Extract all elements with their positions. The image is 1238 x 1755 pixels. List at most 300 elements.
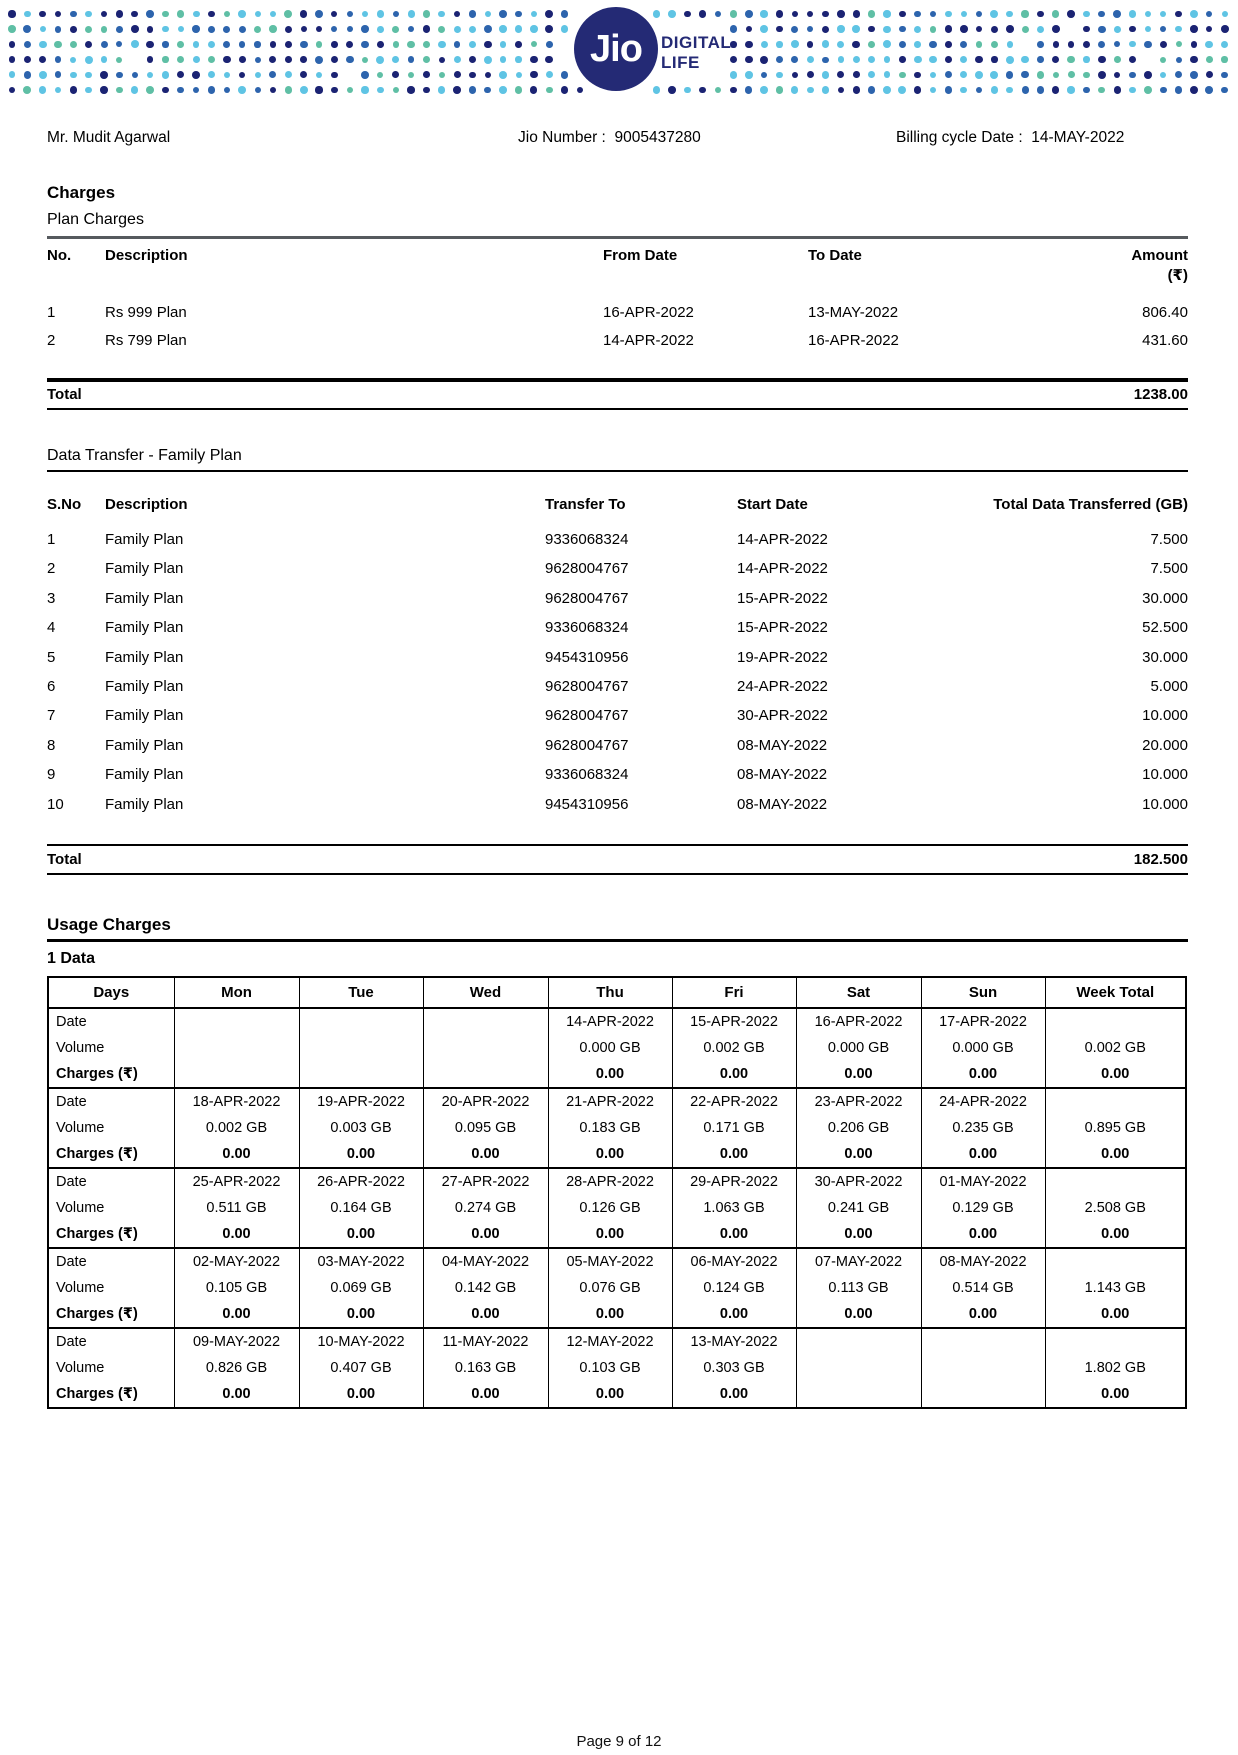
decorative-dot — [131, 25, 139, 33]
decorative-dot — [990, 10, 998, 18]
decorative-dot — [577, 87, 583, 93]
usage-week1-charges-row — [48, 1061, 1186, 1088]
usage-cell — [299, 1008, 423, 1035]
usage-cell — [796, 1381, 921, 1408]
decorative-dot — [454, 56, 461, 63]
usage-cell: 0.00 — [548, 1221, 672, 1248]
usage-cell: 0.002 GB — [174, 1115, 299, 1141]
decorative-dot — [760, 56, 768, 64]
decorative-dot — [193, 41, 199, 47]
usage-subtitle: 1 Data — [47, 950, 96, 967]
usage-header-row — [48, 977, 1186, 1008]
row-description: Family Plan — [105, 560, 184, 578]
col-amount: Amount — [1131, 247, 1188, 264]
decorative-dot — [1022, 86, 1029, 93]
decorative-dot — [331, 26, 337, 32]
decorative-dot — [1222, 11, 1228, 17]
usage-week2-charges-row — [48, 1141, 1186, 1168]
decorative-dot — [1191, 41, 1198, 48]
decorative-dot — [239, 26, 246, 33]
usage-cell: 0.000 GB — [921, 1035, 1045, 1061]
decorative-dot — [255, 72, 261, 78]
row-description: Family Plan — [105, 619, 184, 637]
decorative-dot — [469, 10, 476, 17]
col-to-date: To Date — [808, 247, 862, 264]
tagline-line2: LIFE — [661, 53, 700, 72]
decorative-dot — [1021, 10, 1028, 17]
decorative-dot — [192, 25, 199, 32]
usage-cell: 0.00 — [423, 1221, 548, 1248]
plan-total-value: 1238.00 — [1133, 386, 1188, 403]
decorative-dot — [147, 72, 153, 78]
col-description: Description — [105, 496, 188, 513]
row-start-date: 08-MAY-2022 — [737, 766, 828, 784]
decorative-dot — [485, 11, 491, 17]
decorative-dot — [1053, 41, 1059, 47]
decorative-dot — [9, 87, 16, 94]
usage-row-label: Volume — [48, 1115, 174, 1141]
decorative-dot — [285, 56, 292, 63]
decorative-dot — [807, 56, 814, 63]
decorative-dot — [1037, 71, 1045, 79]
usage-week-total-volume: 1.802 GB — [1045, 1355, 1186, 1381]
decorative-dot — [9, 41, 15, 47]
usage-cell: 0.00 — [423, 1381, 548, 1408]
decorative-dot — [668, 10, 676, 18]
decorative-dot — [85, 11, 92, 18]
usage-cell: 0.00 — [672, 1301, 796, 1328]
usage-cell: 26-APR-2022 — [299, 1168, 423, 1195]
decorative-dot — [500, 56, 506, 62]
usage-cell — [174, 1008, 299, 1035]
jio-number-label: Jio Number : — [518, 129, 606, 146]
decorative-dot — [438, 11, 445, 18]
col-transfer-to: Transfer To — [545, 496, 626, 513]
decorative-dot — [822, 57, 828, 63]
row-start-date: 30-APR-2022 — [737, 707, 828, 725]
decorative-dot — [423, 25, 431, 33]
decorative-dot — [1007, 41, 1013, 47]
decorative-dot — [454, 41, 460, 47]
usage-cell: 05-MAY-2022 — [548, 1248, 672, 1275]
decorative-dot — [1006, 87, 1013, 94]
decorative-dot — [101, 41, 108, 48]
decorative-dot — [561, 10, 568, 17]
decorative-dot — [1175, 11, 1181, 17]
decorative-dot — [991, 56, 997, 62]
decorative-dot — [545, 25, 553, 33]
decorative-dot — [1160, 11, 1166, 17]
decorative-dot — [300, 10, 308, 18]
decorative-dot — [331, 56, 338, 63]
usage-cell: 12-MAY-2022 — [548, 1328, 672, 1355]
decorative-dot — [1205, 41, 1213, 49]
row-transfer-to: 9336068324 — [545, 766, 629, 784]
decorative-dot — [1145, 26, 1151, 32]
usage-cell: 11-MAY-2022 — [423, 1328, 548, 1355]
usage-col-week-total: Week Total — [1045, 977, 1186, 1008]
usage-cell — [921, 1381, 1045, 1408]
usage-cell: 02-MAY-2022 — [174, 1248, 299, 1275]
decorative-dot — [914, 41, 920, 47]
decorative-dot — [1160, 41, 1167, 48]
decorative-dot — [85, 87, 92, 94]
row-description: Rs 999 Plan — [105, 304, 187, 321]
decorative-dot — [791, 56, 798, 63]
usage-cell: 0.00 — [174, 1381, 299, 1408]
decorative-dot — [545, 56, 553, 64]
decorative-dot — [300, 86, 308, 94]
decorative-dot — [515, 11, 522, 18]
decorative-dot — [945, 11, 951, 17]
decorative-dot — [39, 86, 47, 94]
decorative-dot — [822, 11, 828, 17]
decorative-dot — [883, 86, 891, 94]
usage-cell: 0.103 GB — [548, 1355, 672, 1381]
usage-row-label: Charges (₹) — [48, 1221, 174, 1248]
tagline-line1: DIGITAL — [661, 33, 732, 52]
usage-cell: 0.00 — [299, 1381, 423, 1408]
decorative-dot — [285, 71, 292, 78]
decorative-dot — [530, 86, 537, 93]
usage-week-total-charges: 0.00 — [1045, 1061, 1186, 1088]
decorative-dot — [852, 25, 860, 33]
decorative-dot — [224, 87, 231, 94]
usage-cell: 0.00 — [548, 1141, 672, 1168]
row-transfer-to: 9628004767 — [545, 560, 629, 578]
decorative-dot — [85, 56, 93, 64]
decorative-dot — [515, 41, 522, 48]
dt-total-value: 182.500 — [1133, 851, 1188, 868]
usage-cell — [1045, 1088, 1186, 1115]
decorative-dot — [945, 86, 952, 93]
row-sno: 5 — [47, 648, 56, 666]
decorative-dot — [1098, 71, 1106, 79]
decorative-dot — [300, 71, 307, 78]
decorative-dot — [546, 71, 553, 78]
decorative-dot — [162, 26, 168, 32]
usage-cell: 0.00 — [796, 1221, 921, 1248]
usage-row-label: Charges (₹) — [48, 1381, 174, 1408]
decorative-dot — [1068, 71, 1075, 78]
decorative-dot — [699, 10, 706, 17]
decorative-dot — [223, 56, 230, 63]
decorative-dot — [377, 72, 383, 78]
decorative-dot — [822, 40, 830, 48]
decorative-dot — [55, 11, 62, 18]
decorative-dot — [1175, 26, 1181, 32]
row-total-gb: 10.000 — [1142, 766, 1188, 784]
decorative-dot — [1129, 72, 1135, 78]
row-sno: 2 — [47, 560, 56, 578]
decorative-dot — [1083, 56, 1089, 62]
decorative-dot — [499, 25, 507, 33]
decorative-dot — [1221, 41, 1228, 48]
data-transfer-row — [47, 795, 1188, 815]
decorative-dot — [883, 40, 891, 48]
decorative-dot — [255, 11, 261, 17]
decorative-dot — [1083, 87, 1090, 94]
row-amount: 806.40 — [1142, 304, 1188, 321]
decorative-dot — [438, 86, 445, 93]
usage-table — [47, 976, 1187, 1409]
decorative-dot — [1175, 86, 1183, 94]
usage-cell: 0.124 GB — [672, 1275, 796, 1301]
decorative-dot — [408, 26, 414, 32]
decorative-dot — [8, 10, 15, 17]
usage-cell — [921, 1328, 1045, 1355]
decorative-dot — [1037, 41, 1043, 47]
decorative-dot — [70, 26, 77, 33]
plan-charges-rule — [47, 236, 1188, 239]
decorative-dot — [177, 71, 184, 78]
usage-week-total-volume: 0.895 GB — [1045, 1115, 1186, 1141]
usage-col-tue: Tue — [299, 977, 423, 1008]
decorative-dot — [361, 71, 369, 79]
usage-cell: 0.183 GB — [548, 1115, 672, 1141]
decorative-dot — [1083, 41, 1090, 48]
usage-week3-date-row — [48, 1168, 1186, 1195]
decorative-dot — [70, 57, 76, 63]
decorative-dot — [131, 86, 138, 93]
decorative-dot — [193, 11, 200, 18]
decorative-dot — [485, 72, 491, 78]
decorative-dot — [1052, 10, 1059, 17]
usage-week3-charges-row — [48, 1221, 1186, 1248]
row-sno: 3 — [47, 589, 56, 607]
usage-week4-volume-row — [48, 1275, 1186, 1301]
usage-cell: 20-APR-2022 — [423, 1088, 548, 1115]
decorative-dot — [838, 56, 844, 62]
decorative-dot — [224, 11, 231, 18]
usage-cell — [1045, 1328, 1186, 1355]
usage-row-label: Date — [48, 1168, 174, 1195]
decorative-dot — [1114, 26, 1121, 33]
decorative-dot — [914, 56, 922, 64]
usage-col-thu: Thu — [548, 977, 672, 1008]
usage-cell: 0.274 GB — [423, 1195, 548, 1221]
decorative-dot — [377, 10, 385, 18]
dt-total-rule-bottom — [47, 873, 1188, 875]
decorative-dot — [316, 26, 322, 32]
decorative-dot — [208, 71, 215, 78]
usage-week5-date-row — [48, 1328, 1186, 1355]
decorative-dot — [1190, 56, 1197, 63]
decorative-dot — [699, 87, 706, 94]
decorative-dot — [1114, 56, 1121, 63]
decorative-dot — [8, 25, 16, 33]
usage-cell: 0.00 — [921, 1221, 1045, 1248]
decorative-dot — [1145, 11, 1151, 17]
decorative-dot — [162, 56, 168, 62]
row-description: Family Plan — [105, 648, 184, 666]
decorative-dot — [224, 72, 230, 78]
decorative-dot — [178, 26, 184, 32]
decorative-dot — [193, 87, 199, 93]
usage-week2-volume-row — [48, 1115, 1186, 1141]
decorative-dot — [377, 26, 384, 33]
decorative-dot — [162, 71, 170, 79]
decorative-dot — [960, 25, 968, 33]
decorative-dot — [745, 86, 752, 93]
decorative-dot — [684, 11, 690, 17]
decorative-dot — [208, 26, 215, 33]
decorative-dot — [761, 72, 767, 78]
plan-charges-header-row — [47, 246, 1188, 266]
usage-col-wed: Wed — [423, 977, 548, 1008]
usage-cell — [796, 1328, 921, 1355]
decorative-dot — [254, 41, 260, 47]
decorative-dot — [270, 87, 277, 94]
usage-cell: 22-APR-2022 — [672, 1088, 796, 1115]
decorative-dot — [1144, 41, 1152, 49]
usage-row-label: Date — [48, 1008, 174, 1035]
row-transfer-to: 9628004767 — [545, 589, 629, 607]
usage-row-label: Volume — [48, 1035, 174, 1061]
row-start-date: 24-APR-2022 — [737, 678, 828, 695]
decorative-dot — [1006, 56, 1014, 64]
usage-cell: 13-MAY-2022 — [672, 1328, 796, 1355]
decorative-dot — [239, 41, 245, 47]
decorative-dot — [469, 72, 475, 78]
usage-row-label: Volume — [48, 1195, 174, 1221]
decorative-dot — [852, 41, 860, 49]
decorative-dot — [116, 41, 122, 47]
decorative-dot — [807, 11, 813, 17]
usage-cell: 16-APR-2022 — [796, 1008, 921, 1035]
decorative-dot — [392, 26, 399, 33]
decorative-dot — [346, 56, 354, 64]
decorative-dot — [1221, 56, 1227, 62]
decorative-dot — [223, 41, 230, 48]
row-transfer-to: 9336068324 — [545, 531, 629, 548]
row-transfer-to: 9454310956 — [545, 795, 629, 813]
usage-cell: 0.003 GB — [299, 1115, 423, 1141]
dt-total-rule-top — [47, 844, 1188, 846]
decorative-dot — [70, 72, 76, 78]
decorative-dot — [423, 56, 430, 63]
decorative-dot — [531, 41, 537, 47]
row-description: Family Plan — [105, 766, 184, 784]
billing-cycle — [896, 129, 1124, 147]
decorative-dot — [1114, 86, 1121, 93]
decorative-dot — [1176, 41, 1182, 47]
usage-cell — [299, 1035, 423, 1061]
decorative-dot — [85, 26, 92, 33]
decorative-dot — [438, 41, 446, 49]
decorative-dot — [208, 56, 216, 64]
decorative-dot — [914, 11, 921, 18]
row-amount: 431.60 — [1142, 332, 1188, 349]
decorative-dot — [238, 86, 246, 94]
usage-cell: 0.00 — [174, 1301, 299, 1328]
usage-cell: 06-MAY-2022 — [672, 1248, 796, 1275]
decorative-dot — [791, 40, 799, 48]
usage-week-total-charges: 0.00 — [1045, 1381, 1186, 1408]
usage-cell: 0.826 GB — [174, 1355, 299, 1381]
usage-cell — [423, 1008, 548, 1035]
decorative-dot — [930, 26, 937, 33]
usage-cell: 09-MAY-2022 — [174, 1328, 299, 1355]
decorative-dot — [116, 57, 122, 63]
usage-cell — [1045, 1008, 1186, 1035]
decorative-dot — [1067, 86, 1074, 93]
decorative-dot — [868, 26, 875, 33]
decorative-dot — [1052, 86, 1059, 93]
decorative-dot — [531, 11, 537, 17]
decorative-dot — [1098, 56, 1105, 63]
dt-total-label: Total — [47, 851, 82, 868]
plan-total-rule-bottom — [47, 408, 1188, 410]
decorative-dot — [177, 87, 184, 94]
decorative-dot — [516, 72, 522, 78]
usage-cell: 0.000 GB — [548, 1035, 672, 1061]
decorative-dot — [898, 86, 906, 94]
usage-week4-date-row — [48, 1248, 1186, 1275]
decorative-dot — [408, 56, 415, 63]
row-description: Rs 799 Plan — [105, 332, 187, 349]
decorative-dot — [439, 57, 445, 63]
row-total-gb: 10.000 — [1142, 707, 1188, 725]
data-transfer-header-row — [47, 495, 1188, 515]
col-sno: S.No — [47, 496, 82, 513]
decorative-dot — [868, 41, 875, 48]
decorative-dot — [147, 56, 153, 62]
decorative-dot — [837, 41, 844, 48]
decorative-dot — [653, 10, 660, 17]
decorative-dot — [192, 71, 200, 79]
row-no: 2 — [47, 332, 56, 349]
decorative-dot — [24, 56, 31, 63]
decorative-dot — [960, 87, 967, 94]
row-sno: 6 — [47, 678, 56, 695]
charges-section-title: Charges — [47, 183, 116, 202]
usage-cell: 14-APR-2022 — [548, 1008, 672, 1035]
decorative-dot — [745, 56, 753, 64]
jio-logo-text: Jio — [590, 27, 642, 70]
usage-cell: 0.142 GB — [423, 1275, 548, 1301]
decorative-dot — [791, 26, 798, 33]
decorative-dot — [760, 86, 768, 94]
usage-cell: 0.00 — [423, 1301, 548, 1328]
usage-row-label: Date — [48, 1248, 174, 1275]
decorative-dot — [408, 10, 415, 17]
decorative-dot — [945, 41, 952, 48]
decorative-dot — [85, 72, 92, 79]
decorative-dot — [976, 11, 982, 17]
decorative-dot — [991, 26, 998, 33]
row-total-gb: 5.000 — [1150, 678, 1188, 695]
usage-cell: 0.00 — [796, 1141, 921, 1168]
decorative-dot — [85, 41, 92, 48]
decorative-dot — [1206, 71, 1213, 78]
decorative-dot — [822, 86, 829, 93]
usage-cell — [174, 1061, 299, 1088]
decorative-dot — [1129, 10, 1136, 17]
usage-cell: 1.063 GB — [672, 1195, 796, 1221]
decorative-dot — [238, 10, 246, 18]
usage-cell: 0.105 GB — [174, 1275, 299, 1301]
usage-cell: 0.126 GB — [548, 1195, 672, 1221]
row-sno: 4 — [47, 619, 56, 637]
decorative-dot — [54, 41, 62, 49]
decorative-dot — [285, 86, 292, 93]
usage-cell: 0.235 GB — [921, 1115, 1045, 1141]
decorative-dot — [1176, 57, 1182, 63]
row-description: Family Plan — [105, 736, 184, 754]
decorative-dot — [454, 26, 461, 33]
usage-cell: 0.00 — [921, 1061, 1045, 1088]
